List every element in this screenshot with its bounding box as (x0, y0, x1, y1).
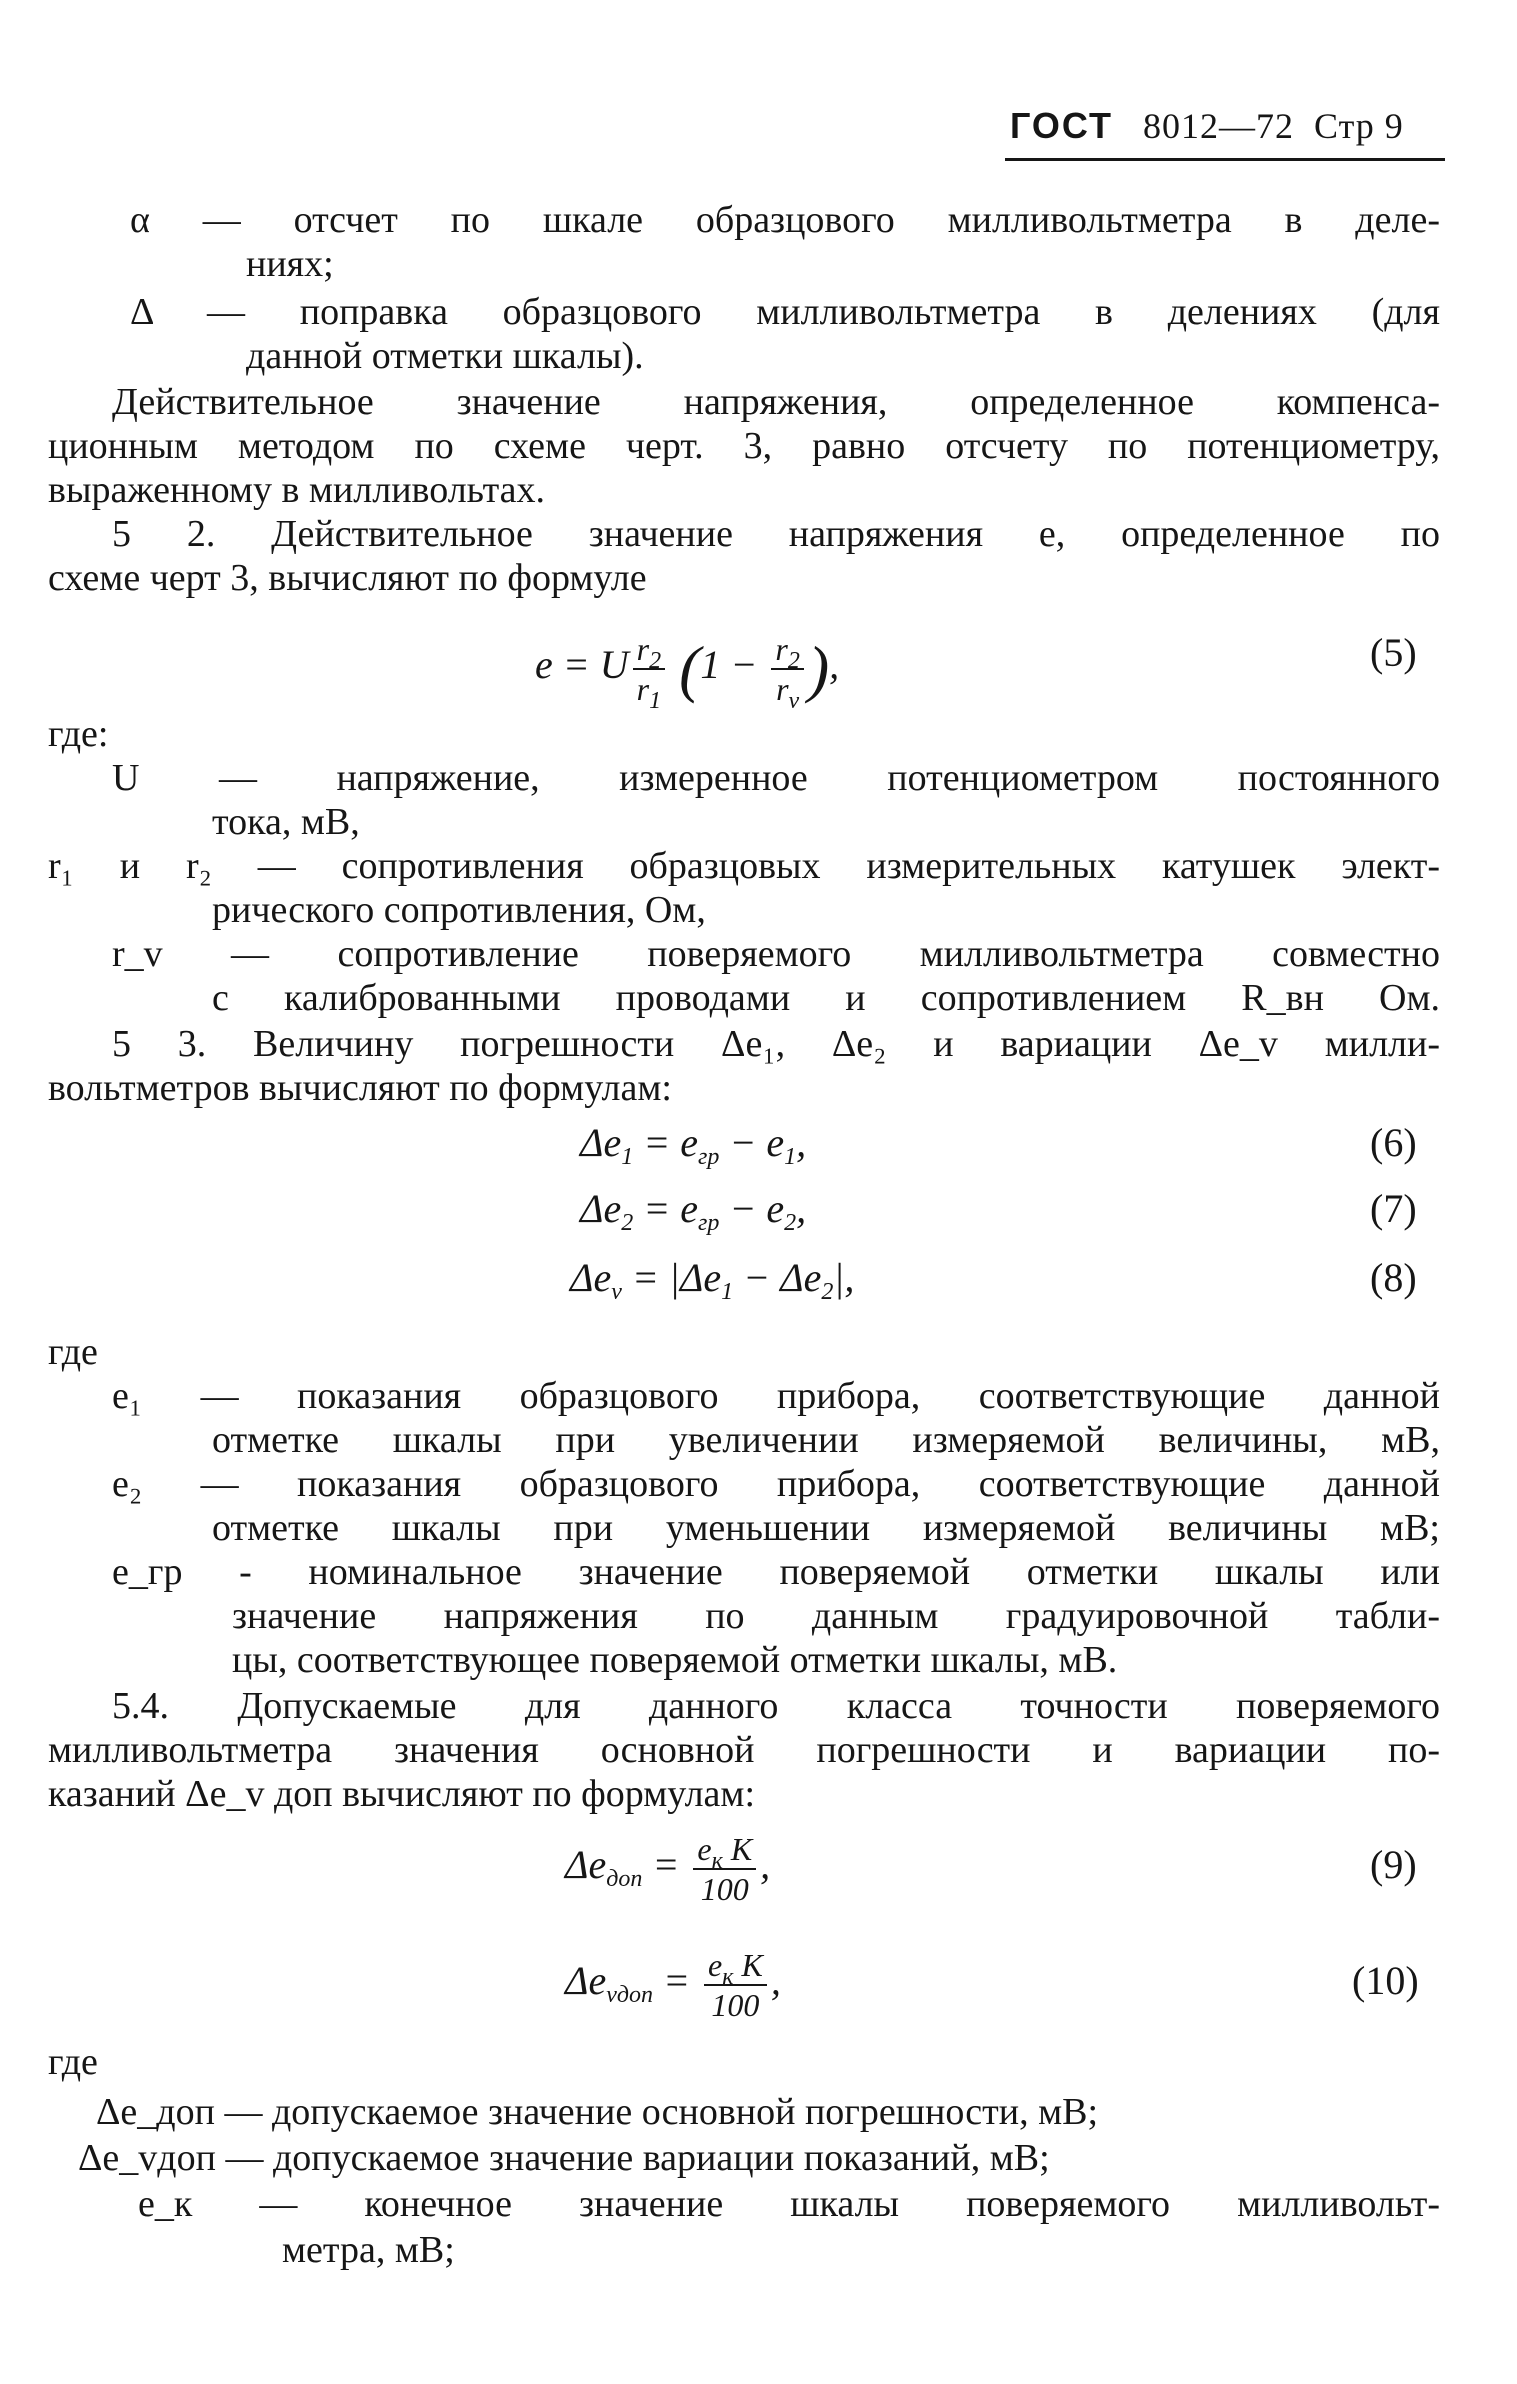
formula-9: $\Delta e_{доп}$ = $\frac{e_к K}{100}$ , (565, 1831, 771, 1907)
page-number: Стр 9 (1314, 106, 1404, 146)
paragraph-line: схеме черт 3, вычисляют по формуле (48, 557, 647, 599)
definition-line: е_гр - номинальное значение поверяемой отметки шкалы или (112, 1551, 1440, 1593)
text-line: данной отметки шкалы). (246, 335, 644, 377)
formula-6: $\Delta e_1 = e_{гр} - e_1$, (580, 1120, 807, 1170)
definition-line: r₁ и r₂ — сопротивления образцовых измерительных катушек элект- (48, 845, 1440, 887)
formula-5: e = U $\frac{r_2}{r_1}$ (1 − $\frac{r_2}{r_v}$ ), (535, 631, 840, 714)
definition-line: значение напряжения по данным градуировочной табли- (232, 1595, 1440, 1637)
definition-line: отметке шкалы при уменьшении измеряемой величины мВ; (212, 1507, 1440, 1549)
paragraph-line: 5 3. Величину погрешности Δе₁, Δе₂ и вариации Δе_v милли- (112, 1023, 1440, 1065)
paragraph-line: 5.4. Допускаемые для данного класса точности поверяемого (112, 1685, 1440, 1727)
definition-line: Δе_vдоп — допускаемое значение вариации показаний, мВ; (78, 2137, 1050, 2179)
equation-number: (5) (1370, 630, 1417, 675)
formula-8: $\Delta e_v = |\Delta e_1 - \Delta e_2|$, (570, 1255, 855, 1305)
definition-line: r_v — сопротивление поверяемого милливольтметра совместно (112, 933, 1440, 975)
paragraph-line: 5 2. Действительное значение напряжения е, определенное по (112, 513, 1440, 555)
text-line: ниях; (246, 243, 334, 285)
definition-line: цы, соответствующее поверяемой отметки шкалы, мВ. (232, 1639, 1118, 1681)
paragraph-line: ционным методом по схеме черт. 3, равно отсчету по потенциометру, (48, 425, 1440, 467)
where-label: где (48, 2041, 98, 2083)
paragraph-line: вольтметров вычисляют по формулам: (48, 1067, 672, 1109)
text-line: Δ — поправка образцового милливольтметра в делениях (для (130, 291, 1440, 333)
definition-line: е₂ — показания образцового прибора, соответствующие данной (112, 1463, 1440, 1505)
header-rule (1005, 158, 1445, 161)
definition-line: Δе_доп — допускаемое значение основной погрешности, мВ; (96, 2091, 1099, 2133)
text-line: α — отсчет по шкале образцового милливольтметра в деле- (130, 199, 1440, 241)
standard-number: 8012—72 (1143, 106, 1295, 146)
equation-number: (10) (1352, 1958, 1419, 2003)
formula-10: $\Delta e_{vдоп}$ = $\frac{e_к K}{100}$ , (565, 1947, 781, 2023)
definition-line: метра, мВ; (282, 2229, 455, 2271)
definition-line: тока, мВ, (212, 801, 360, 843)
definition-line: U — напряжение, измеренное потенциометром постоянного (112, 757, 1440, 799)
paragraph-line: выраженному в милливольтах. (48, 469, 546, 511)
paragraph-line: Действительное значение напряжения, определенное компенса- (112, 381, 1440, 423)
definition-line: с калиброванными проводами и сопротивлением R_вн Ом. (212, 977, 1440, 1019)
equation-number: (9) (1370, 1842, 1417, 1887)
standard-label: ГОСТ (1010, 105, 1114, 146)
formula-7: $\Delta e_2 = e_{гр} - e_2$, (580, 1186, 807, 1236)
where-label: где: (48, 713, 109, 755)
paragraph-line: милливольтметра значения основной погрешности и вариации по- (48, 1729, 1440, 1771)
where-label: где (48, 1331, 98, 1373)
definition-line: отметке шкалы при увеличении измеряемой величины, мВ, (212, 1419, 1440, 1461)
definition-line: рического сопротивления, Ом, (212, 889, 706, 931)
definition-line: е₁ — показания образцового прибора, соответствующие данной (112, 1375, 1440, 1417)
equation-number: (7) (1370, 1186, 1417, 1231)
page-header (1010, 105, 1440, 147)
paragraph-line: казаний Δе_v доп вычисляют по формулам: (48, 1773, 756, 1815)
equation-number: (8) (1370, 1255, 1417, 1300)
definition-line: е_к — конечное значение шкалы поверяемого милливольт- (138, 2183, 1440, 2225)
equation-number: (6) (1370, 1120, 1417, 1165)
